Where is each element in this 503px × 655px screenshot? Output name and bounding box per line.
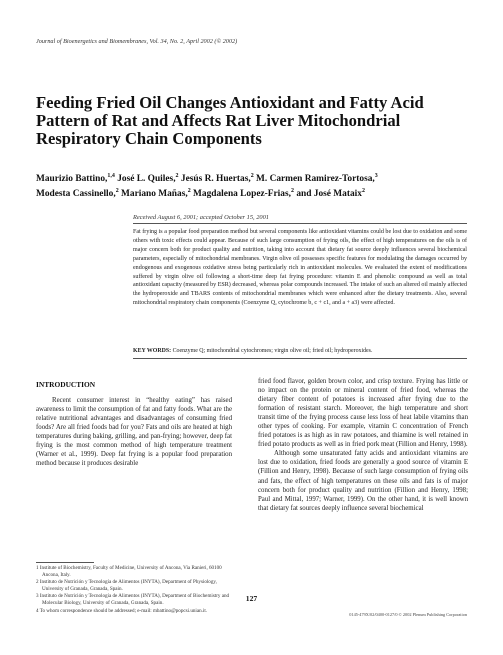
left-column-body	[36, 396, 232, 468]
abstract-bottom-rule	[133, 358, 467, 359]
author-list	[36, 170, 476, 200]
abstract-text: Fat frying is a popular food preparation method but several components like antioxidant vitamins could be lost due to oxidation and some others with toxic effects could appear. Because of such large consumption of frying oils, the effect of high temperatures on the oils is of major concern both for product quality and nutrition, taking into account that dietary fat source deeply influences several biochemical parameters, especially of mitochondrial membranes. Virgin olive oil possesses specific features for modulating the damages occurred by endogenous and exogenous oxidative stress being particularly rich in antioxidant molecules. We evaluated the extent of modifications suffered by virgin olive oil following a short-time deep fat frying procedure: vitamin E and phenolic compound as well as total antioxidant capacity (measured by ESR) decreased, whereas polar compounds increased. The intake of such an altered oil mainly affected the hydroperoxide and TBARS contents of mitochondrial membranes which were enhanced after the dietary treatments. Also, several mitochondrial respiratory chain components (Coenzyme Q, cytochrome b, c + c1, and a + a3) were affected.	[133, 229, 467, 307]
received-dates: Received August 6, 2001; accepted October 15, 2001	[133, 214, 269, 221]
author-name: Modesta Cassinello,	[36, 189, 116, 200]
abstract-top-rule	[133, 223, 467, 224]
author-name: and José Mataix	[293, 189, 362, 200]
author-name: Magdalena Lopez-Frias,	[190, 189, 291, 200]
author-affiliation-mark: 2	[361, 188, 365, 195]
keywords-text: Coenzyme Q; mitochondrial cytochromes; virgin olive oil; fried oil; hydroperoxides.	[172, 348, 373, 354]
right-column-body	[258, 377, 468, 513]
author-affiliation-mark: 3	[374, 173, 378, 179]
author-name: Mariano Mañas,	[118, 189, 188, 200]
footnote-rule	[36, 562, 94, 563]
author-name: Jesús R. Huertas,	[178, 174, 251, 185]
body-paragraph: Although some unsaturated fatty acids and antioxidant vitamins are lost due to oxidation, fried foods are generally a good source of vitamin E (Fillion and Henry, 1998). Because of such large consumption of frying oils and fats, the effect of high temperatures on these oils and fats is of major concern both for product quality and nutrition (Fillion and Henry, 1998; Paul and Mittal, 1997; Warner, 1999). On the other hand, it is well known that dietary fat sources deeply influence several biochemical	[258, 450, 468, 512]
author-affiliation-mark: 2	[290, 188, 294, 195]
author-affiliation-mark: 2	[175, 173, 179, 179]
author-name: Maurizio Battino,	[36, 174, 108, 185]
article-title: Feeding Fried Oil Changes Antioxidant and Fatty Acid Pattern of Rat and Affects Rat Liver Mitochondrial Respiratory Chain Components	[36, 93, 424, 148]
copyright-line: 0145-479X/02/0400-0127/0 © 2002 Plenum Publishing Corporation	[349, 612, 467, 617]
author-affiliation-mark: 2	[187, 188, 191, 195]
author-affiliation-mark: 2	[250, 173, 254, 179]
footnotes	[36, 565, 232, 615]
keywords-label: KEY WORDS:	[133, 348, 172, 354]
journal-header: Journal of Bioenergetics and Biomembranes, Vol. 34, No. 2, April 2002 (© 2002)	[36, 38, 238, 45]
footnote: 4 To whom correspondence should be addressed; e-mail: mbattino@popcsi.unian.it.	[36, 607, 208, 614]
body-paragraph: fried food flavor, golden brown color, and crisp texture. Frying has little or no impact on the protein or mineral content of fried food, whereas the dietary fiber content of potatoes is increased after frying due to the formation of resistant starch. Moreover, the high temperature and short transit time of the frying process cause less loss of heat labile vitamins than other types of cooking. For example, vitamin C concentration of French fried potatoes is as high as in raw potatoes, and thiamine is well retained in fried potato products as well as in fried pork meat (Fillion and Henry, 1998).	[258, 378, 468, 449]
page-number: 127	[245, 594, 258, 603]
footnote: 3 Instituto de Nutrición y Tecnología de Alimentos (INYTA), Department of Biochemistry and Molecular Biology, University of Granada, Granada, Spain.	[36, 593, 230, 607]
author-name: M. Carmen Ramirez-Tortosa,	[253, 174, 375, 185]
footnote: 1 Institute of Biochemistry, Faculty of Medicine, University of Ancona, Via Ranieri, 60100 Ancona, Italy.	[36, 565, 222, 579]
body-paragraph: Recent consumer interest in “healthy eating” has raised awareness to limit the consumption of fat and fatty foods. What are the relative nutritional advantages and disadvantages of consuming fried foods? Are all fried foods bad for you? Fats and oils are heated at high temperatures during baking, grilling, and pan-frying; however, deep fat frying is the most common method of high temperature treatment (Warner et al., 1999). Deep fat frying is a popular food preparation method because it produces desirable	[36, 397, 232, 468]
author-affiliation-mark: 1,4	[107, 173, 115, 179]
author-affiliation-mark: 2	[115, 188, 119, 195]
footnote: 2 Instituto de Nutrición y Tecnología de Alimentos (INYTA), Department of Physiology, University of Granada, Granada, Spain.	[36, 579, 217, 593]
keywords-line	[133, 347, 467, 355]
author-name: José L. Quiles,	[114, 174, 176, 185]
section-heading-introduction: INTRODUCTION	[36, 380, 96, 389]
